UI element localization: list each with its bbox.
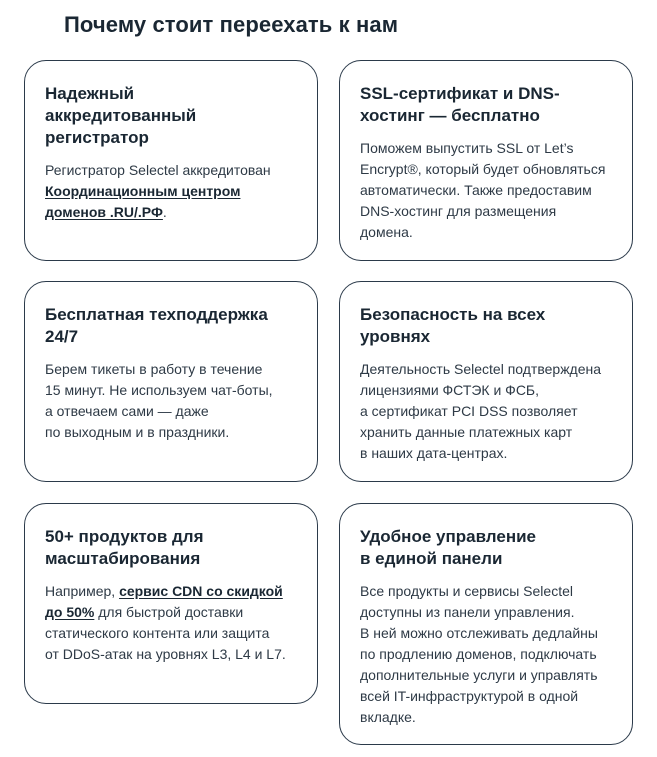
- card-title-line: масштабирования: [45, 549, 201, 568]
- feature-card-ssl: [339, 60, 633, 261]
- card-title: [45, 83, 299, 149]
- card-text: [45, 581, 299, 665]
- card-text-line: статического контента или защита: [45, 625, 270, 641]
- card-title: [360, 304, 614, 348]
- card-text-line: хранить данные платежных карт: [360, 424, 573, 440]
- cdn-discount-link[interactable]: до 50%: [45, 604, 95, 620]
- registrar-center-link[interactable]: доменов .RU/.РФ: [45, 204, 163, 220]
- card-text-line: по выходным и в праздники.: [45, 424, 230, 440]
- card-text-line: Берем тикеты в работу в течение: [45, 361, 263, 377]
- card-text-line: а сертификат PCI DSS позволяет: [360, 403, 578, 419]
- card-text-line: а отвечаем сами — даже: [45, 403, 209, 419]
- card-title-line: в единой панели: [360, 549, 503, 568]
- card-title-line: Надежный: [45, 84, 135, 103]
- card-text-line: Все продукты и сервисы Selectel: [360, 583, 573, 599]
- card-text-line: DNS-хостинг для размещения: [360, 203, 557, 219]
- card-text-line: дополнительные услуги и управлять: [360, 667, 598, 683]
- card-text-line: лицензиями ФСТЭК и ФСБ,: [360, 382, 540, 398]
- card-title-line: уровнях: [360, 327, 431, 346]
- card-title: [45, 304, 299, 348]
- card-title-line: Безопасность на всех: [360, 305, 546, 324]
- registrar-center-link[interactable]: Координационным центром: [45, 183, 241, 199]
- card-title: [360, 83, 614, 127]
- card-title-line: 50+ продуктов для: [45, 527, 204, 546]
- card-text-line: Регистратор Selectel аккредитован: [45, 162, 271, 178]
- card-text: [360, 581, 614, 728]
- card-title: [360, 526, 614, 570]
- card-text-line: Поможем выпустить SSL от Let’s: [360, 140, 574, 156]
- card-text-line: Encrypt®, который будет обновляться: [360, 161, 606, 177]
- cdn-discount-link[interactable]: сервис CDN со скидкой: [119, 583, 283, 599]
- card-text-line: по продлению доменов, подключать: [360, 646, 597, 662]
- card-text-line: от DDoS-атак на уровнях L3, L4 и L7.: [45, 646, 286, 662]
- card-text-line: автоматически. Также предоставим: [360, 182, 592, 198]
- card-text-line: для быстрой доставки: [98, 604, 244, 620]
- card-text-line: всей IT-инфраструктурой в одной: [360, 688, 579, 704]
- feature-card-security: [339, 281, 633, 482]
- card-title-line: SSL-сертификат и DNS-: [360, 84, 560, 103]
- card-title-line: аккредитованный: [45, 106, 197, 125]
- card-title-line: 24/7: [45, 327, 79, 346]
- card-text-line: Например,: [45, 583, 116, 599]
- card-text-line: Деятельность Selectel подтверждена: [360, 361, 602, 377]
- card-text-line: в наших дата-центрах.: [360, 445, 508, 461]
- card-text: [45, 359, 299, 443]
- card-title-line: Удобное управление: [360, 527, 537, 546]
- card-text: [45, 160, 299, 223]
- card-text: [360, 138, 614, 243]
- feature-card-products: [24, 503, 318, 704]
- card-text-line: 15 минут. Не используем чат-боты,: [45, 382, 273, 398]
- page-title: Почему стоит переехать к нам: [64, 12, 399, 37]
- card-title: [45, 526, 299, 570]
- card-title-line: хостинг — бесплатно: [360, 106, 540, 125]
- card-text-line: домена.: [360, 224, 413, 240]
- card-title-line: регистратор: [45, 128, 149, 147]
- feature-card-registrar: [24, 60, 318, 261]
- card-text-line: вкладке.: [360, 709, 416, 725]
- card-text-line: В ней можно отслеживать дедлайны: [360, 625, 598, 641]
- card-text: [360, 359, 614, 464]
- feature-card-panel: [339, 503, 633, 745]
- card-text-line: доступны из панели управления.: [360, 604, 575, 620]
- card-text-period: .: [162, 204, 167, 220]
- card-title-line: Бесплатная техподдержка: [45, 305, 268, 324]
- feature-card-support: [24, 281, 318, 482]
